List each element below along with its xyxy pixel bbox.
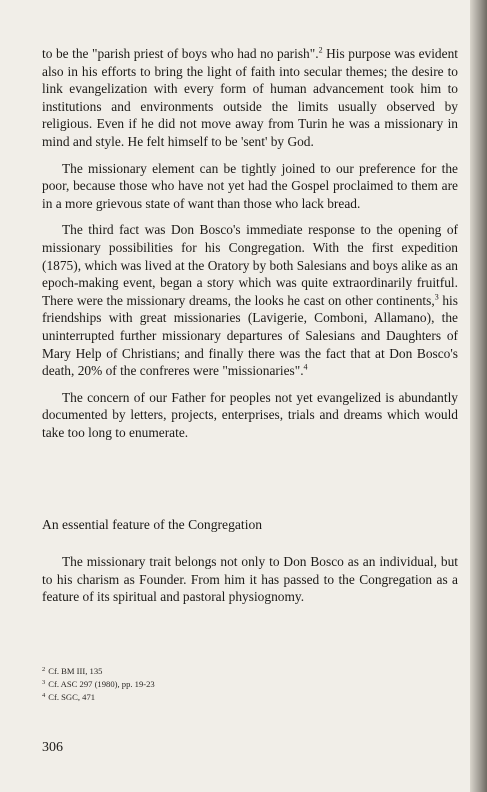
footnote-number: 3	[42, 679, 46, 686]
section-heading: An essential feature of the Congregation	[42, 517, 263, 532]
book-spine-shadow	[470, 0, 487, 792]
footnote-3	[42, 677, 155, 690]
footnote-ref-2: 2	[318, 45, 323, 55]
footnote-number: 2	[42, 666, 46, 673]
footnote-4	[42, 690, 155, 703]
footnote-text: Cf. BM III, 135	[48, 666, 103, 676]
paragraph-2	[42, 160, 458, 213]
paragraph-2-text: The missionary element can be tightly joined to our preference for the poor, because those who have not yet had the Gospel proclaimed to them are in a more grievous state of want than those who lack bread.	[42, 160, 458, 211]
paragraph-5: The missionary trait belongs not only to Don Bosco as an individual, but to his charism as Founder. From him it has passed to the Congregation as a feature of its spiritual and pastoral physiognomy.	[42, 554, 458, 605]
footnote-text: Cf. ASC 297 (1980), pp. 19-23	[48, 679, 155, 689]
footnote-2	[42, 664, 155, 677]
paragraph-3-tail: his friendships with great missionaries (Lavigerie, Comboni, Allamano), the uninterrupted further missionary departures of Salesians and Daughters of Mary Help of Christians; and finally there was the fact that at Don Bosco's death, 20% of the confreres were "missionaries".	[42, 292, 458, 379]
footnotes	[42, 664, 155, 703]
footnote-number: 4	[42, 692, 46, 699]
footnote-ref-4: 4	[303, 362, 308, 372]
paragraph-1-lead: to be the "parish priest of boys who had no parish".	[42, 46, 319, 61]
page-number: 306	[42, 740, 63, 755]
footnote-text: Cf. SGC, 471	[48, 692, 96, 702]
footnote-ref-3: 3	[434, 292, 439, 302]
paragraph-3	[42, 221, 458, 379]
paragraph-4	[42, 389, 458, 442]
paragraph-1-tail: His purpose was evident also in his efforts to bring the light of faith into secular themes; the desire to link evangelization with every form of human advancement took him to institutions and environments outside the limits usually observed by religious. Even if he did not move away from Turin he was a missionary in mind and style. He felt himself to be 'sent' by God.	[42, 46, 458, 149]
body-text	[42, 45, 458, 441]
paragraph-3-lead: The third fact was Don Bosco's immediate response to the opening of missionary possibilities for his Congregation. With the first expedition (1875), which was lived at the Oratory by both Salesians and boys alike as an epoch-making event, began a story which was quite extraordinarily fruitful. There were the missionary dreams, the looks he cast on other continents,	[42, 222, 458, 308]
paragraph-1	[42, 45, 458, 151]
paragraph-4-text: The concern of our Father for peoples not yet evangelized is abundantly documented by letters, projects, enterprises, trials and dreams which would take too long to enumerate.	[42, 389, 458, 440]
